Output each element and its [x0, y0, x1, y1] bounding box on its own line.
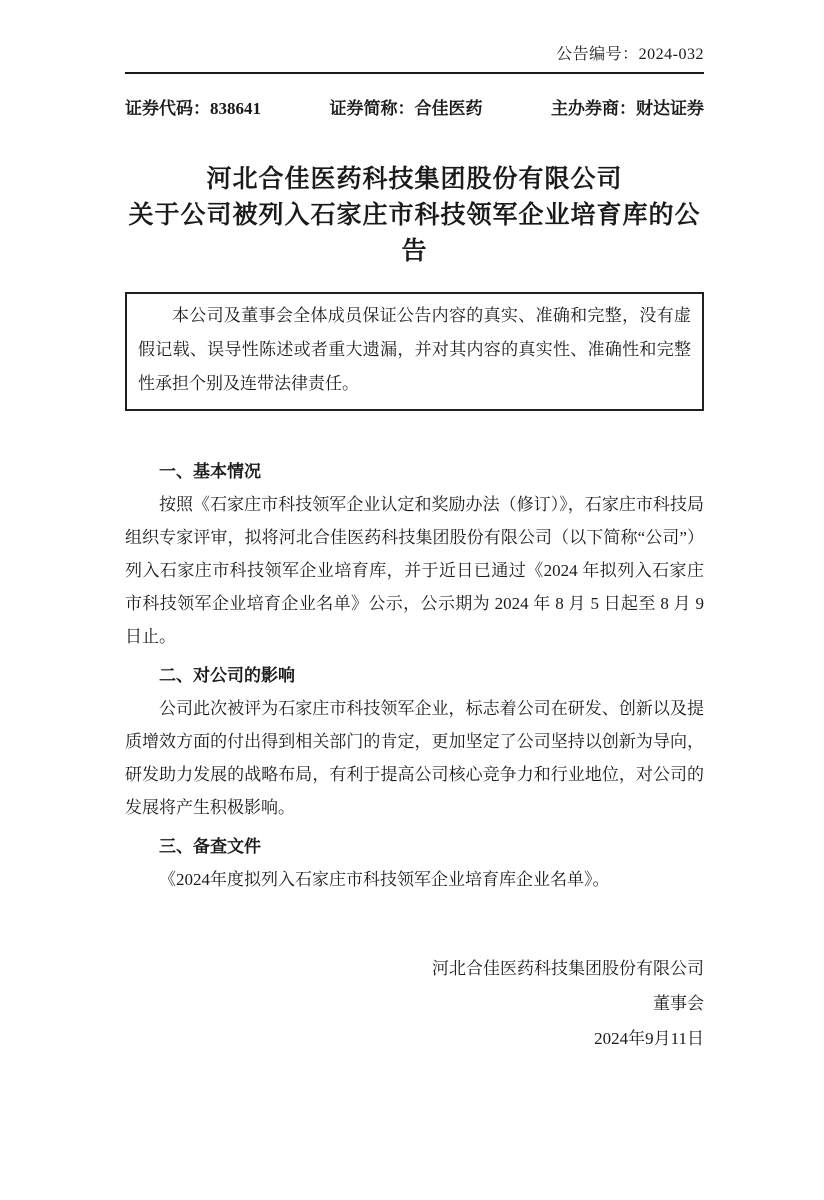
- stock-name-field: [330, 98, 483, 120]
- section-1-heading: 一、基本情况: [159, 462, 261, 481]
- securities-info-row: [125, 98, 704, 120]
- sponsor-label: 主办券商：: [551, 99, 636, 118]
- section-1-paragraph: 按照《石家庄市科技领军企业认定和奖励办法（修订）》，石家庄市科技局组织专家评审，拟将河北合佳医药科技集团股份有限公司（以下简称“公司”）列入石家庄市科技领军企业培育库，并于近日已通过《2024 年拟列入石家庄市科技领军企业培育企业名单》公示，公示期为 2024 年 8 月 5 日起至 8 月 9 日止。: [125, 495, 704, 646]
- section-basic-information: [125, 455, 704, 653]
- title-subject: 关于公司被列入石家庄市科技领军企业培育库的公告: [128, 202, 701, 265]
- section-3-paragraph: 《2024年度拟列入石家庄市科技领军企业培育库企业名单》。: [159, 870, 610, 889]
- stock-code-label: 证券代码：: [125, 99, 210, 118]
- document-title: [125, 162, 704, 270]
- stock-name-label: 证券简称：: [329, 99, 415, 118]
- document-body: [125, 455, 704, 896]
- section-3-heading: 三、备查文件: [159, 837, 261, 856]
- title-company-name: 河北合佳医药科技集团股份有限公司: [206, 166, 623, 193]
- section-impact-on-company: [125, 659, 704, 824]
- stock-name-value: 合佳医药: [414, 99, 483, 118]
- announcement-number: 公告编号：2024-032: [556, 46, 704, 63]
- section-2-heading: 二、对公司的影响: [159, 666, 295, 685]
- section-reference-documents: [125, 830, 704, 896]
- stock-code-value: 838641: [210, 99, 261, 118]
- signature-signer: 董事会: [653, 994, 704, 1013]
- header-divider: [125, 72, 704, 74]
- signature-date: 2024年9月11日: [594, 1029, 704, 1048]
- signature-block: [125, 951, 704, 1056]
- disclaimer-text: 本公司及董事会全体成员保证公告内容的真实、准确和完整，没有虚假记载、误导性陈述或者重大遗漏，并对其内容的真实性、准确性和完整性承担个别及连带法律责任。: [138, 306, 691, 393]
- section-2-paragraph: 公司此次被评为石家庄市科技领军企业，标志着公司在研发、创新以及提质增效方面的付出得到相关部门的肯定，更加坚定了公司坚持以创新为导向，研发助力发展的战略布局，有利于提高公司核心竞争力和行业地位，对公司的发展将产生积极影响。: [125, 699, 704, 817]
- sponsor-value: 财达证券: [636, 99, 704, 118]
- stock-code-field: [125, 98, 261, 120]
- signature-company: 河北合佳医药科技集团股份有限公司: [432, 959, 704, 978]
- disclaimer-box: [125, 292, 704, 411]
- sponsor-field: [551, 98, 704, 120]
